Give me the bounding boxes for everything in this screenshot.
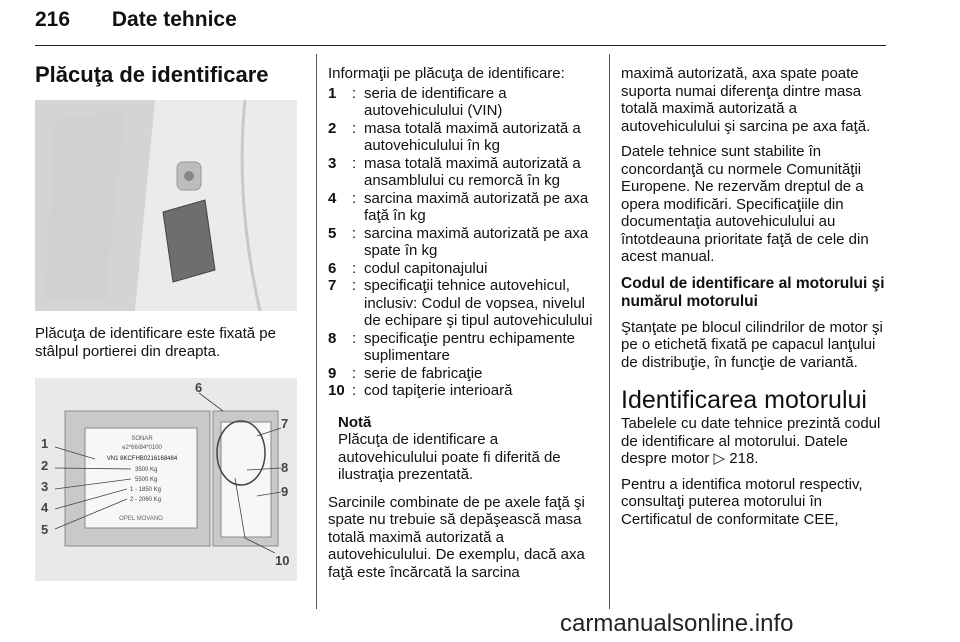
engine-identification-heading: Identificarea motorului xyxy=(621,386,867,414)
list-item: 5 : sarcina maximă autorizată pe axa spate în kg xyxy=(328,224,589,259)
list-item: 2 : masa totală maximă autorizată a autovehiculului în kg xyxy=(328,119,581,154)
page-header xyxy=(35,8,237,32)
technical-data-paragraph: Datele tehnice sunt stabilite în concordanţă cu normele Comunităţii Europene. Ne rezervăm dreptul de a opera modificări. Specificaţiile din documentaţia autovehiculului au întotdeauna prioritate faţă de cele din acest manual. xyxy=(621,143,869,265)
left-caption xyxy=(35,325,300,360)
list-item: 7 : specificaţii tehnice autovehicul, inclusiv: Codul de vopsea, nivelul de echipare şi tipul autovehiculului xyxy=(328,277,593,329)
callout-9: 9 xyxy=(281,484,289,499)
page-number: 216 xyxy=(35,8,71,31)
callout-2: 2 xyxy=(41,458,49,473)
callout-10: 10 xyxy=(275,553,290,568)
plate-line-1: SONAR xyxy=(131,436,153,442)
callout-6: 6 xyxy=(195,380,203,395)
plate-line-vin: VN1 8KCFHB0216168484 xyxy=(106,456,178,462)
list-item: 10 : cod tapiţerie interioară xyxy=(328,382,513,399)
plate-figure xyxy=(35,378,297,581)
plate-info-list xyxy=(328,85,593,400)
chapter-title: Date tehnice xyxy=(111,8,237,31)
engine-power-paragraph: Pentru a identifica motorul respectiv, consultaţi puterea motorului în Certificatul de conformitate CEE, xyxy=(621,475,863,528)
callout-3: 3 xyxy=(41,479,49,494)
callout-4: 4 xyxy=(41,500,49,515)
plate-line-axle-front: 1 - 1850 Kg xyxy=(130,487,162,493)
watermark: carmanualsonline.info xyxy=(560,610,794,637)
plate-line-axle-rear: 2 - 2060 Kg xyxy=(130,497,162,503)
engine-code-heading: Codul de identificare al motorului şi numărul motorului xyxy=(621,274,885,310)
plate-info-intro: Informaţii pe plăcuţa de identificare: xyxy=(328,65,565,82)
list-item: 6 : codul capitonajului xyxy=(328,259,488,277)
door-pillar-illustration xyxy=(35,100,297,311)
list-item: 8 : specificaţie pentru echipamente suplimentare xyxy=(328,329,575,364)
column-divider-1 xyxy=(316,54,317,609)
column-divider-2 xyxy=(609,54,610,609)
page-reference[interactable]: 218. xyxy=(729,450,759,467)
note-text: Plăcuţa de identificare a autovehiculului poate fi diferită de ilustraţia prezentată. xyxy=(338,431,561,483)
page-reference-arrow-icon: ▷ xyxy=(713,450,726,467)
header-rule xyxy=(35,45,886,46)
note-box xyxy=(328,414,593,484)
plate-location-caption: Plăcuţa de identificare este fixată pe stâlpul portierei din dreapta. xyxy=(35,325,276,360)
list-item: 9 : serie de fabricaţie xyxy=(328,364,483,382)
callout-7: 7 xyxy=(281,416,289,431)
plate-line-mass-vehicle: 3500 Kg xyxy=(135,467,158,473)
axle-load-paragraph: Sarcinile combinate de pe axele faţă şi spate nu trebuie să depăşească masa totală maximă autorizată a autovehiculului. De exemplu, dacă axa faţă este încărcată la sarcina xyxy=(328,493,585,581)
plate-line-mass-train: 5500 Kg xyxy=(135,477,158,483)
list-item: 1 : seria de identificare a autovehiculului (VIN) xyxy=(328,84,507,119)
plate-brand: OPEL MOVANO xyxy=(119,516,163,522)
left-column xyxy=(35,62,297,88)
callout-5: 5 xyxy=(41,522,49,537)
list-item: 3 : masa totală maximă autorizată a ansamblului cu remorcă în kg xyxy=(328,154,581,189)
callout-8: 8 xyxy=(281,460,289,475)
engine-identification-paragraph: Tabelele cu date tehnice prezintă codul de identificare al motorului. Datele despre motor ▷ 218. xyxy=(621,415,881,467)
note-title: Notă xyxy=(338,413,372,431)
callout-1: 1 xyxy=(41,436,49,451)
axle-load-continued: maximă autorizată, axa spate poate suporta numai diferenţa dintre masa totală maximă autorizată a autovehiculului şi sarcina pe axa faţă. xyxy=(621,65,871,135)
engine-code-paragraph: Ştanţate pe blocul cilindrilor de motor şi pe o etichetă fixată pe capacul lanţului de distribuţie, în funcţie de variantă. xyxy=(621,318,883,371)
plate-diagram xyxy=(35,378,297,581)
door-pillar-photo xyxy=(35,100,297,311)
list-item: 4 : sarcina maximă autorizată pe axa faţă în kg xyxy=(328,189,589,224)
section-heading-plate: Plăcuţa de identificare xyxy=(35,62,269,87)
right-column xyxy=(621,65,891,528)
plate-line-2: e2*66/84*0100 xyxy=(122,445,162,451)
middle-column xyxy=(328,65,593,581)
